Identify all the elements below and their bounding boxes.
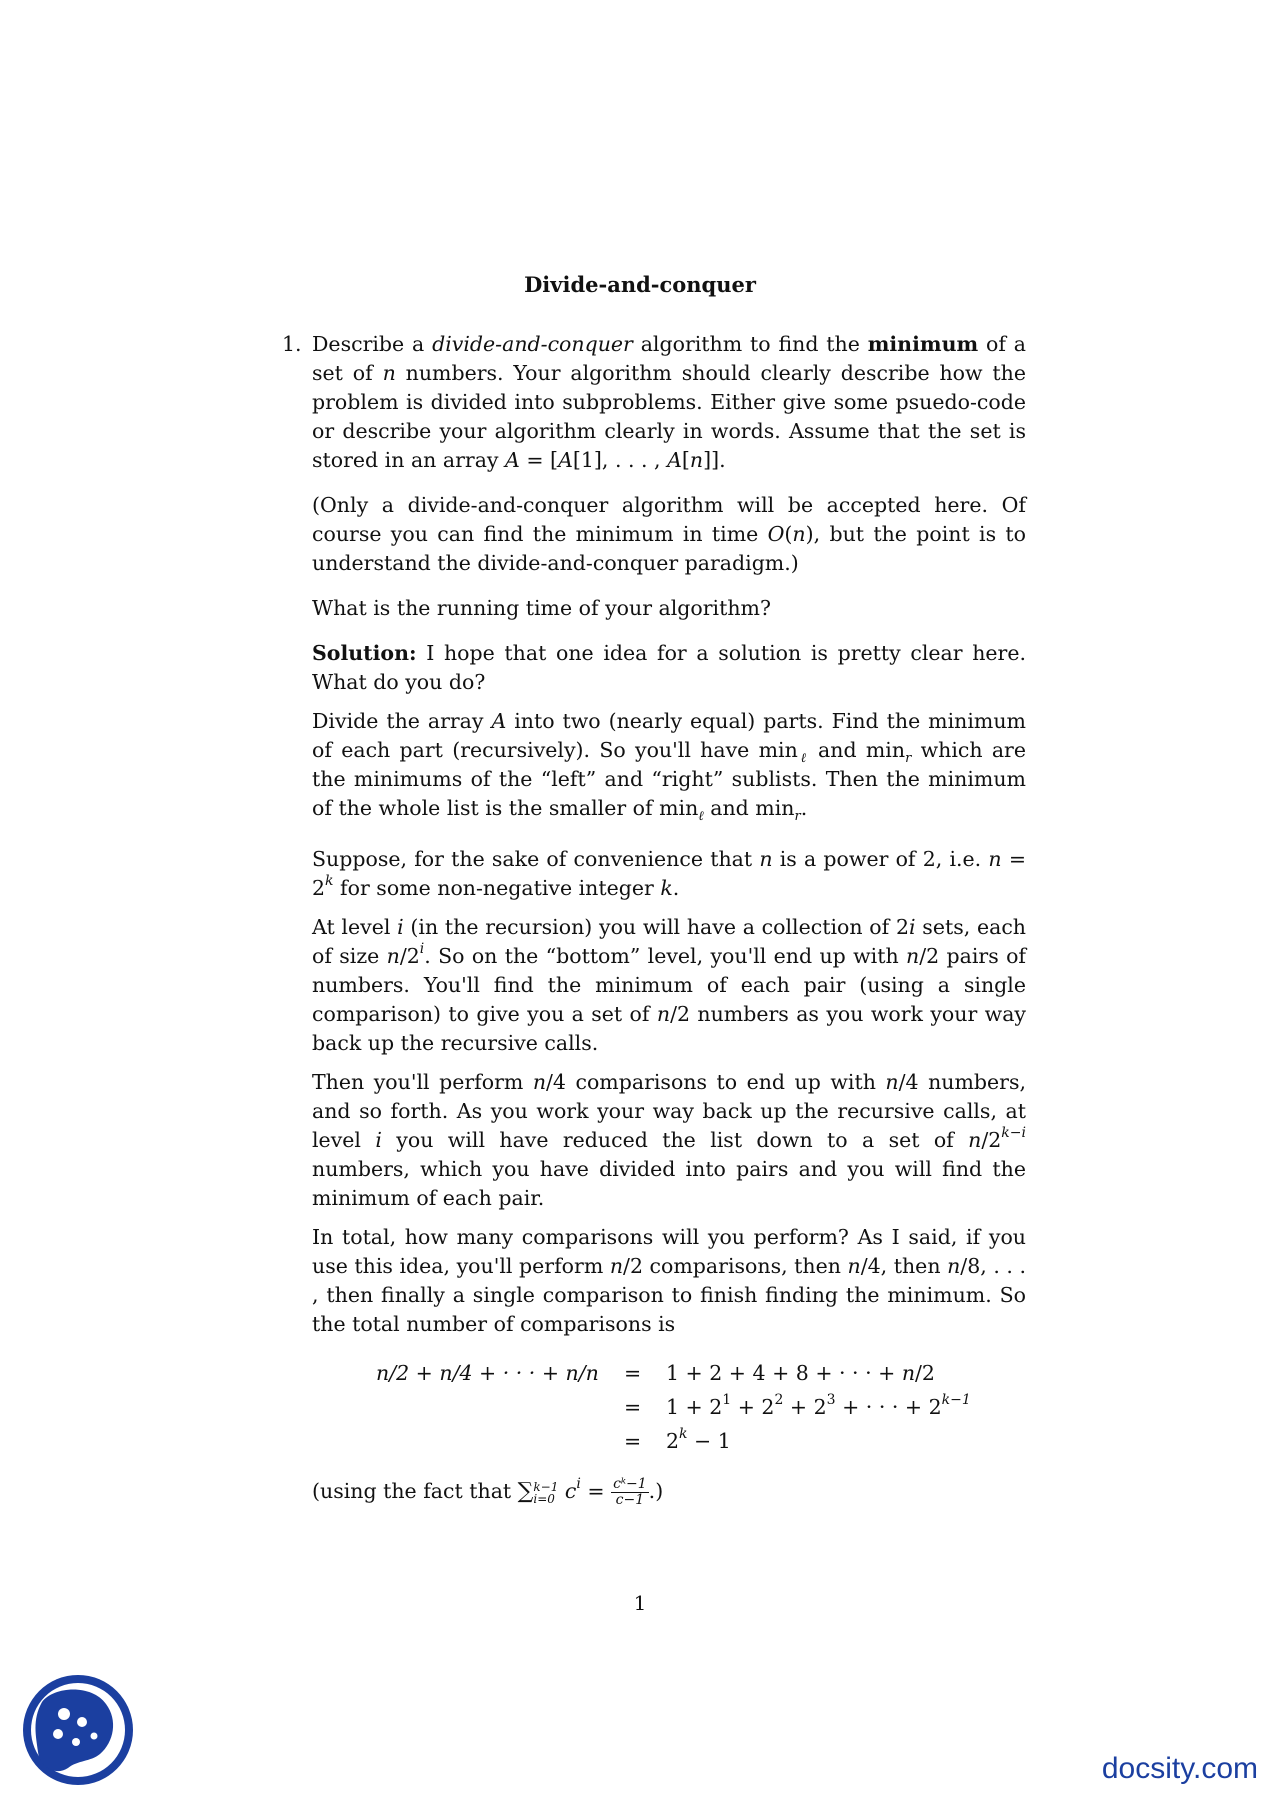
solution-label: Solution: [312, 641, 417, 665]
solution-paragraph-5: In total, how many comparisons will you perform? As I said, if you use this idea, you'll perform n/2 comparisons, then n/4, then n/8, . . . , then finally a single comparison to finish finding the minimum. So the total number of comparisons is [312, 1225, 1026, 1336]
solution-paragraph-4: Then you'll perform n/4 comparisons to end up with n/4 numbers, and so forth. As you work your way back up the recursive calls, at level i you will have reduced the list down to a set of $n/2^{k-i}$ numbers, which you have divided into pairs and you will find the minimum of each pair. [312, 1070, 1027, 1210]
comparison-equation [312, 1359, 1026, 1459]
problem-statement: Describe a divide-and-conquer algorithm to find the minimum of a set of n numbers. Your algorithm should clearly describe how the problem is divided into subproblems. Either give some psuedo-code or describe your algorithm clearly in words. Assume that the set is stored in an array A = [A[1], . . . , A[n]]. [312, 332, 1027, 472]
equation-eq-2: = [624, 1395, 642, 1419]
problem-item [282, 330, 1027, 1508]
docsity-brand-link[interactable]: docsity.com [1101, 1752, 1258, 1785]
solution-intro: Solution: I hope that one idea for a solution is pretty clear here. What do you do? [312, 641, 1026, 694]
page-title: Divide-and-conquer [524, 272, 756, 297]
docsity-logo-icon [20, 1672, 136, 1788]
geometric-sum-note: (using the fact that ∑ k−1 i=0 $c^i$ = $\frac{\text{cᵏ−1}}{c-1}$ .) [312, 1476, 664, 1508]
problem-number: 1. [282, 332, 302, 356]
equation-eq-3: = [624, 1429, 642, 1453]
equation-eq-1: = [624, 1361, 642, 1385]
solution-paragraph-3: At level i (in the recursion) you will have a collection of 2i sets, each of size n/2$^i$. So on the “bottom” level, you'll end up with n/2 pairs of numbers. You'll find the minimum of each pair (using a single comparison) to give you a set of n/2 numbers as you work your way back up the recursive calls. [312, 915, 1027, 1055]
solution-paragraph-2: Suppose, for the sake of convenience that n is a power of 2, i.e. $n = 2^k$ for some non-negative integer k. [312, 847, 1026, 900]
sum-fraction: $\frac{\text{cᵏ−1}}{c-1}$ [613, 1476, 647, 1508]
equation-rhs-2: $1 + 2^1 + 2^2 + 2^3$ + · · · + $2^{k-1}$ [666, 1392, 971, 1419]
problem-note: (Only a divide-and-conquer algorithm will be accepted here. Of course you can find the minimum in time O(n), but the point is to understand the divide-and-conquer paradigm.) [312, 493, 1026, 575]
equation-rhs-3: $2^k - 1$ [666, 1426, 731, 1453]
page-number: 1 [633, 1591, 647, 1615]
equation-lhs: n/2 + n/4 + · · · + n/n [376, 1361, 599, 1385]
solution-paragraph-1: Divide the array A into two (nearly equal) parts. Find the minimum of each part (recursively). So you'll have $\min_\ell$ and $\min_r$ which are the minimums of the “left” and “right” sublists. Then the minimum of the whole list is the smaller of $\min_\ell$ and $\min_r$. [312, 709, 1026, 825]
problem-question: What is the running time of your algorithm? [312, 596, 771, 620]
document-body [282, 330, 1027, 1524]
equation-rhs-1: 1 + 2 + 4 + 8 + · · · + n/2 [666, 1361, 935, 1385]
